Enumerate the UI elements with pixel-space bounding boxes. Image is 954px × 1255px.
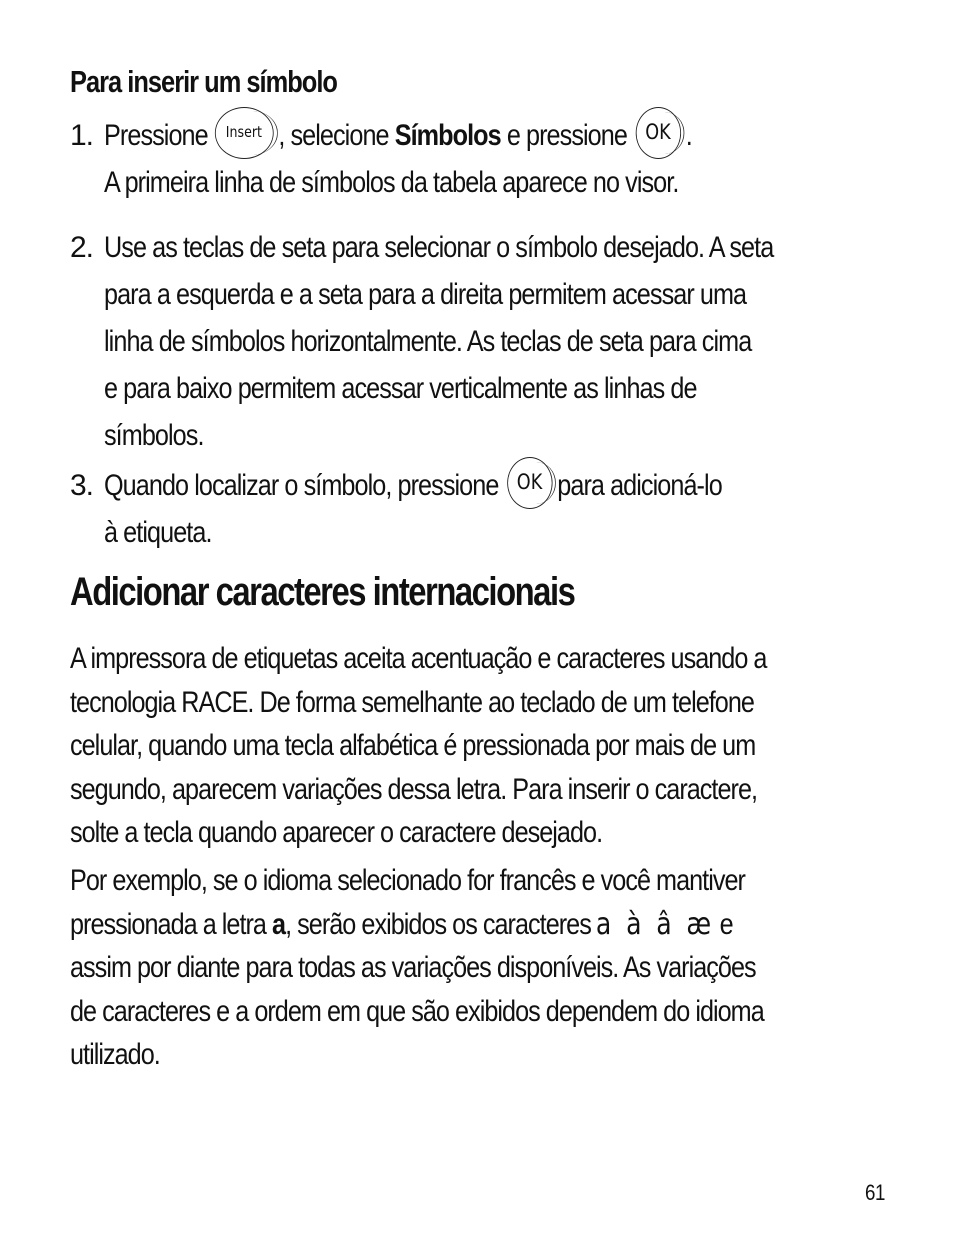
- paragraph-1-line-4: segundo, aparecem variações dessa letra. Para inserir o caractere,: [70, 772, 758, 806]
- step-2-line-2: para a esquerda e a seta para a direita permitem acessar uma: [104, 278, 747, 311]
- step-3-line-2: à etiqueta.: [104, 516, 212, 549]
- step-3-number: 3.: [70, 469, 93, 502]
- step-2-number: 2.: [70, 231, 93, 264]
- subheading-text: Para inserir um símbolo: [70, 64, 337, 99]
- step-1-line-2: A primeira linha de símbolos da tabela aparece no visor.: [104, 166, 679, 199]
- paragraph-2-line-4: de caracteres e a ordem em que são exibidos dependem do idioma: [70, 994, 764, 1028]
- paragraph-1-line-1: A impressora de etiquetas aceita acentuação e caracteres usando a: [70, 642, 767, 675]
- paragraph-2: [70, 859, 896, 1077]
- step-1-number: 1.: [70, 119, 93, 152]
- step-1-body: [104, 112, 804, 206]
- ok-key-icon: OK: [507, 457, 552, 509]
- paragraph-2-line-5: utilizado.: [70, 1038, 160, 1071]
- step-3-line-1: Quando localizar o símbolo, pressione OK para adicioná-lo: [104, 462, 722, 509]
- section-heading-text: Adicionar caracteres internacionais: [70, 570, 575, 614]
- subheading: [70, 64, 396, 100]
- step-1-line-1: Pressione Insert , selecione Símbolos e pressione OK .: [104, 112, 692, 159]
- insert-key-icon: Insert: [214, 107, 273, 159]
- step-2-body: [104, 224, 901, 459]
- manual-page: [70, 0, 890, 1255]
- step-2-line-4: e para baixo permitem acessar verticalmente as linhas de: [104, 372, 697, 405]
- page-number: 61: [864, 1180, 885, 1205]
- accented-characters: a à â æ: [595, 906, 715, 942]
- step-2-line-3: linha de símbolos horizontalmente. As teclas de seta para cima: [104, 325, 752, 358]
- section-heading: [70, 570, 685, 615]
- step-3-body: [104, 462, 839, 556]
- paragraph-1-line-3: celular, quando uma tecla alfabética é pressionada por mais de um: [70, 729, 756, 762]
- letter-a-bold: a: [272, 907, 286, 941]
- paragraph-1: [70, 637, 899, 855]
- ok-key-icon: OK: [635, 107, 680, 159]
- paragraph-1-line-5: solte a tecla quando aparecer o caractere desejado.: [70, 816, 603, 849]
- paragraph-2-line-1: Por exemplo, se o idioma selecionado for francês e você mantiver: [70, 864, 745, 897]
- paragraph-2-line-2: pressionada a letra a, serão exibidos os caracteres a à â æ e: [70, 906, 733, 942]
- paragraph-2-line-3: assim por diante para todas as variações disponíveis. As variações: [70, 951, 756, 984]
- paragraph-1-line-2: tecnologia RACE. De forma semelhante ao teclado de um telefone: [70, 685, 754, 719]
- symbols-menu-label: Símbolos: [394, 119, 501, 152]
- step-2-line-1: Use as teclas de seta para selecionar o símbolo desejado. A seta: [104, 231, 774, 264]
- step-2-line-5: símbolos.: [104, 419, 204, 452]
